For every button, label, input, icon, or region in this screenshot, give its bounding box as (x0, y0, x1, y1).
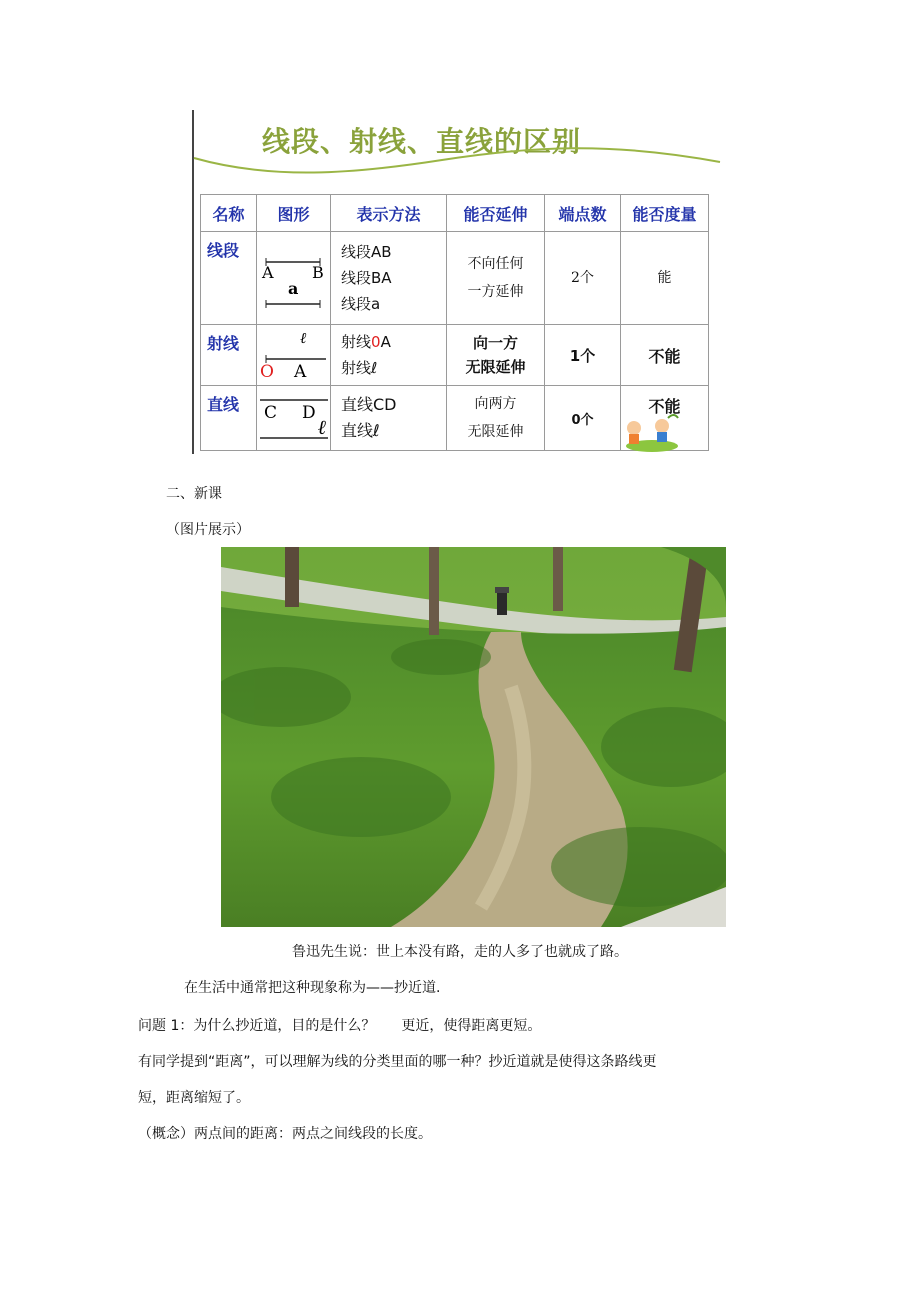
extend-line: 向两方 (474, 396, 517, 412)
line-extend (447, 386, 545, 451)
notation-line: 直线ℓ (341, 421, 380, 440)
paragraph-distance-line2: 短，距离缩短了。 (138, 1090, 250, 1106)
segment-extend (447, 232, 545, 325)
header-cell: 名称 (201, 195, 257, 232)
extend-line: 不向任何 (467, 256, 524, 272)
segment-diagram (258, 232, 330, 320)
paragraph-shortcut: 在生活中通常把这种现象称为——抄近道. (184, 980, 441, 996)
table-row (201, 325, 709, 386)
row-name-segment: 线段 (201, 232, 257, 325)
header-cell: 端点数 (545, 195, 621, 232)
line-label-l: ℓ (317, 415, 327, 439)
segment-label-a: a (287, 279, 298, 298)
grass-path-photo (221, 547, 726, 927)
point-label-a: A (261, 263, 274, 282)
question-text: 问题 1：为什么抄近道，目的是什么？ (138, 1018, 376, 1034)
notation-line (341, 329, 446, 355)
slide-title: 线段、射线、直线的区别 (262, 125, 582, 158)
table-header-row (201, 195, 709, 232)
photo-caption: 鲁迅先生说：世上本没有路，走的人多了也就成了路。 (292, 944, 628, 960)
segment-endpoints: 2个 (545, 232, 621, 325)
section-heading: 二、新课 (166, 486, 222, 502)
notation-line: 线段BA (341, 269, 392, 287)
table-row (201, 232, 709, 325)
notation-suffix: A (380, 333, 391, 351)
row-name-ray: 射线 (201, 325, 257, 386)
line-measurable: 不能 (621, 386, 709, 451)
segment-notation (331, 232, 447, 325)
header-cell: 表示方法 (331, 195, 447, 232)
line-endpoints: 0个 (545, 386, 621, 451)
line-label-d: D (301, 403, 316, 423)
notation-line: 直线CD (341, 395, 397, 414)
extend-line: 向一方 (472, 334, 518, 352)
ray-extend (447, 325, 545, 386)
concept-definition: （概念）两点间的距离：两点之间线段的长度。 (138, 1126, 432, 1142)
ray-label-o: O (259, 362, 274, 381)
header-cell: 能否度量 (621, 195, 709, 232)
line-notation (331, 386, 447, 451)
extend-line: 一方延伸 (467, 284, 524, 300)
answer-text: 更近，使得距离更短。 (401, 1018, 542, 1034)
notation-prefix: 射线 (341, 333, 372, 351)
header-cell: 图形 (257, 195, 331, 232)
line-label-c: C (263, 403, 277, 423)
photo-illustration (221, 547, 726, 927)
ray-endpoints: 1个 (545, 325, 621, 386)
segment-measurable: 能 (621, 232, 709, 325)
notation-line: 线段a (341, 295, 381, 313)
question-1 (138, 1015, 541, 1035)
line-figure (257, 386, 331, 451)
segment-figure (257, 232, 331, 325)
paragraph-distance-line1: 有同学提到“距离”，可以理解为线的分类里面的哪一种？抄近道就是使得这条路线更 (138, 1054, 657, 1070)
ray-notation (331, 325, 447, 386)
notation-line: 射线ℓ (341, 359, 378, 377)
notation-red-o: 0 (371, 333, 381, 351)
row-name-line: 直线 (201, 386, 257, 451)
ray-figure (257, 325, 331, 386)
cartoon-kids-decoration (620, 410, 680, 454)
title-underline-wave (192, 140, 722, 180)
extend-line: 无限延伸 (465, 358, 526, 376)
ray-label-l: ℓ (299, 329, 306, 347)
picture-note: （图片展示） (166, 522, 250, 538)
line-diagram (258, 386, 330, 446)
header-cell: 能否延伸 (447, 195, 545, 232)
ray-measurable: 不能 (621, 325, 709, 386)
extend-line: 无限延伸 (467, 424, 524, 440)
ray-diagram (258, 325, 330, 381)
ray-label-a: A (293, 362, 306, 381)
point-label-b: B (311, 263, 324, 282)
slide-image (192, 110, 722, 454)
notation-line: 线段AB (341, 243, 392, 261)
